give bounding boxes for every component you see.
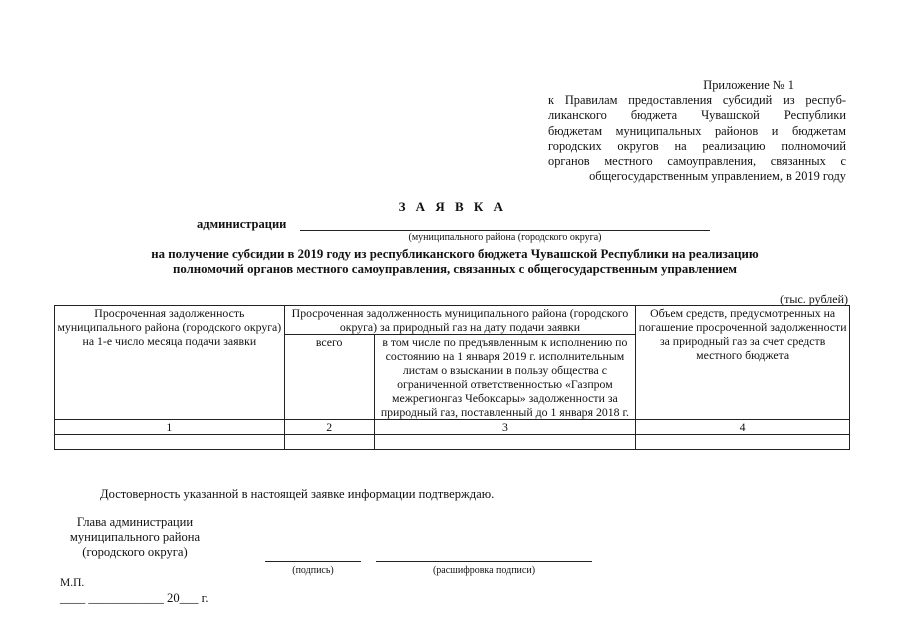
col3-header: в том числе по предъявленным к исполнению по состоянию на 1 января 2019 г. исполнительным листам о взыскании в пользу общества с ограниченной ответственностью «Газпром межрегионгаз Чебоксары» задолженности за природный газ, поставленный до 1 января 2018 г. [374,335,636,420]
stamp-label: М.П. [60,577,85,589]
units-note: (тыс. рублей) [780,292,848,306]
value-cell[interactable] [55,435,285,450]
col23-header: Просроченная задолженность муниципального района (городского округа) за природный газ на дату подачи заявки [284,306,636,335]
head-title-line: Глава администрации [76,515,194,529]
debt-table [54,305,850,450]
form-heading: З А Я В К А [398,199,507,214]
appendix-line: городских округов на реализацию полномочий [548,138,846,153]
value-cell[interactable] [636,435,850,450]
col-number: 3 [374,420,636,435]
col-number: 1 [55,420,285,435]
appendix-text [548,93,846,184]
col-number: 2 [284,420,374,435]
decode-note: (расшифровка подписи) [432,565,536,576]
value-cell[interactable] [374,435,636,450]
admin-label: администрации [197,217,287,231]
purpose-line-2: полномочий органов местного самоуправления, связанных с общегосударственным управлением [172,262,737,276]
head-title-line: муниципального района [69,530,201,544]
signature-note: (подпись) [292,565,334,576]
value-cell[interactable] [284,435,374,450]
purpose-line-1: на получение субсидии в 2019 году из республиканского бюджета Чувашской Республики на реализацию [151,247,759,261]
appendix-block [548,78,846,184]
appendix-line: общегосударственным управлением, в 2019 году [589,169,846,184]
head-title [60,515,210,560]
confirmation-text: Достоверность указанной в настоящей заявке информации подтверждаю. [100,487,495,501]
appendix-title: Приложение № 1 [703,78,794,92]
col4-header: Объем средств, предусмотренных на погашение просроченной задолженности за природный газ за счет средств местного бюджета [636,306,850,420]
table-row [55,435,850,450]
appendix-line: бюджетам муниципальных районов и бюджетам [548,123,846,138]
form-purpose [60,247,850,277]
admin-name-field[interactable] [300,230,710,231]
col2-header: всего [284,335,374,420]
head-title-line: (городского округа) [82,545,188,559]
signature-field[interactable] [265,561,361,562]
appendix-line: органов местного самоуправления, связанных с [548,154,846,169]
date-field[interactable]: ____ ____________ 20___ г. [60,591,209,605]
signature-decode-field[interactable] [376,561,592,562]
appendix-line: к Правилам предоставления субсидий из респуб- [548,93,846,108]
col1-header: Просроченная задолженность муниципального района (городского округа) на 1-е число месяца подачи заявки [55,306,285,420]
col-number: 4 [636,420,850,435]
admin-field-note: (муниципального района (городского округа) [408,232,602,243]
appendix-line: ликанского бюджета Чувашской Республики [548,108,846,123]
